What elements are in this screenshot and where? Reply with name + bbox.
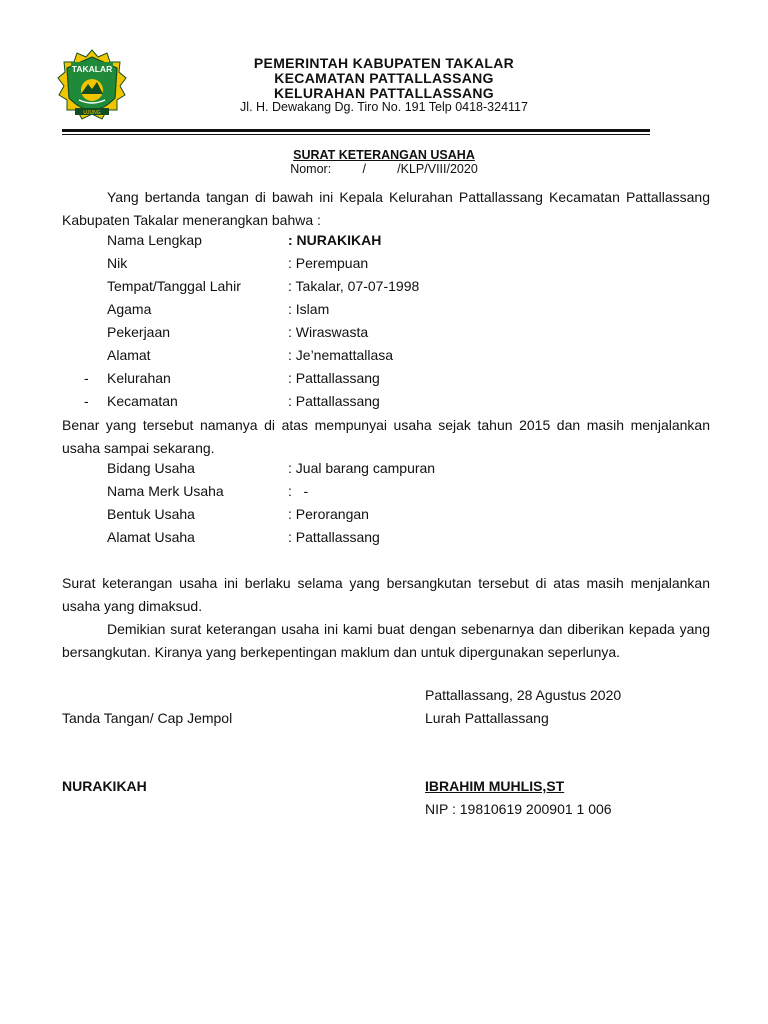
row-label: Bidang Usaha xyxy=(107,460,195,476)
row-label: Nik xyxy=(107,255,128,271)
row-label: Pekerjaan xyxy=(107,324,171,340)
row-label: Alamat xyxy=(107,347,151,363)
row-value: : Perempuan xyxy=(288,255,369,271)
business-row xyxy=(62,483,710,506)
person-row xyxy=(62,393,710,416)
person-row xyxy=(62,347,710,370)
row-value: : Pattallassang xyxy=(288,393,380,409)
header-gov: PEMERINTAH KABUPATEN TAKALAR xyxy=(253,55,515,71)
right-signature-caption: Lurah Pattallassang xyxy=(425,710,549,726)
header-district: KECAMATAN PATTALLASSANG xyxy=(274,70,494,86)
person-row xyxy=(62,255,710,278)
row-value: : Je’nemattallasa xyxy=(288,347,394,363)
row-value: : Wiraswasta xyxy=(288,324,369,340)
business-row xyxy=(62,460,710,483)
validity-paragraph: Surat keterangan usaha ini berlaku selama yang bersangkutan tersebut di atas masih menjalankan usaha yang dimaksud. xyxy=(62,575,710,614)
row-value: : Pattallassang xyxy=(288,529,380,545)
person-row xyxy=(62,232,710,255)
row-label: Kecamatan xyxy=(107,393,178,409)
row-value: : NURAKIKAH xyxy=(288,232,382,248)
document-number: Nomor: / /KLP/VIII/2020 xyxy=(290,162,478,176)
row-label: Bentuk Usaha xyxy=(107,506,195,522)
business-row xyxy=(62,506,710,529)
left-signature-caption: Tanda Tangan/ Cap Jempol xyxy=(62,710,233,726)
row-value: : - xyxy=(288,483,309,499)
row-value: : Jual barang campuran xyxy=(288,460,436,476)
logo-motto: UJUNG xyxy=(83,110,101,116)
place-date: Pattallassang, 28 Agustus 2020 xyxy=(425,687,622,703)
row-label: Tempat/Tanggal Lahir xyxy=(107,278,241,294)
person-row xyxy=(62,278,710,301)
row-dash: - xyxy=(84,370,89,386)
row-value: : Pattallassang xyxy=(288,370,380,386)
statement-paragraph: Benar yang tersebut namanya di atas mempunyai usaha sejak tahun 2015 dan masih menjalankan usaha sampai sekarang. xyxy=(62,417,710,456)
row-label: Alamat Usaha xyxy=(107,529,195,545)
row-label: Nama Merk Usaha xyxy=(107,483,224,499)
document-title: SURAT KETERANGAN USAHA xyxy=(293,148,475,162)
person-row xyxy=(62,301,710,324)
person-row xyxy=(62,324,710,347)
right-signatory-name: IBRAHIM MUHLIS,ST xyxy=(425,778,565,794)
row-label: Kelurahan xyxy=(107,370,171,386)
row-label: Agama xyxy=(107,301,152,317)
row-value: : Takalar, 07-07-1998 xyxy=(288,278,420,294)
intro-paragraph: Yang bertanda tangan di bawah ini Kepala Kelurahan Pattallassang Kecamatan Pattallassang Kabupaten Takalar menerangkan bahwa : xyxy=(62,189,710,228)
header-divider-thin xyxy=(62,134,650,135)
row-dash: - xyxy=(84,393,89,409)
logo-text: TAKALAR xyxy=(71,64,113,74)
closing-paragraph: Demikian surat keterangan usaha ini kami buat dengan sebenarnya dan diberikan kepada yang bersangkutan. Kiranya yang berkepentingan maklum dan untuk dipergunakan seperlunya. xyxy=(62,621,710,660)
header-village: KELURAHAN PATTALLASSANG xyxy=(274,85,494,101)
header-address: Jl. H. Dewakang Dg. Tiro No. 191 Telp 0418-324117 xyxy=(240,100,528,114)
right-signatory-nip: NIP : 19810619 200901 1 006 xyxy=(425,801,612,817)
business-row xyxy=(62,529,710,552)
person-row xyxy=(62,370,710,393)
header-divider-thick xyxy=(62,129,650,132)
row-value: : Perorangan xyxy=(288,506,369,522)
row-value: : Islam xyxy=(288,301,330,317)
row-label: Nama Lengkap xyxy=(107,232,202,248)
left-signatory-name: NURAKIKAH xyxy=(62,778,147,794)
